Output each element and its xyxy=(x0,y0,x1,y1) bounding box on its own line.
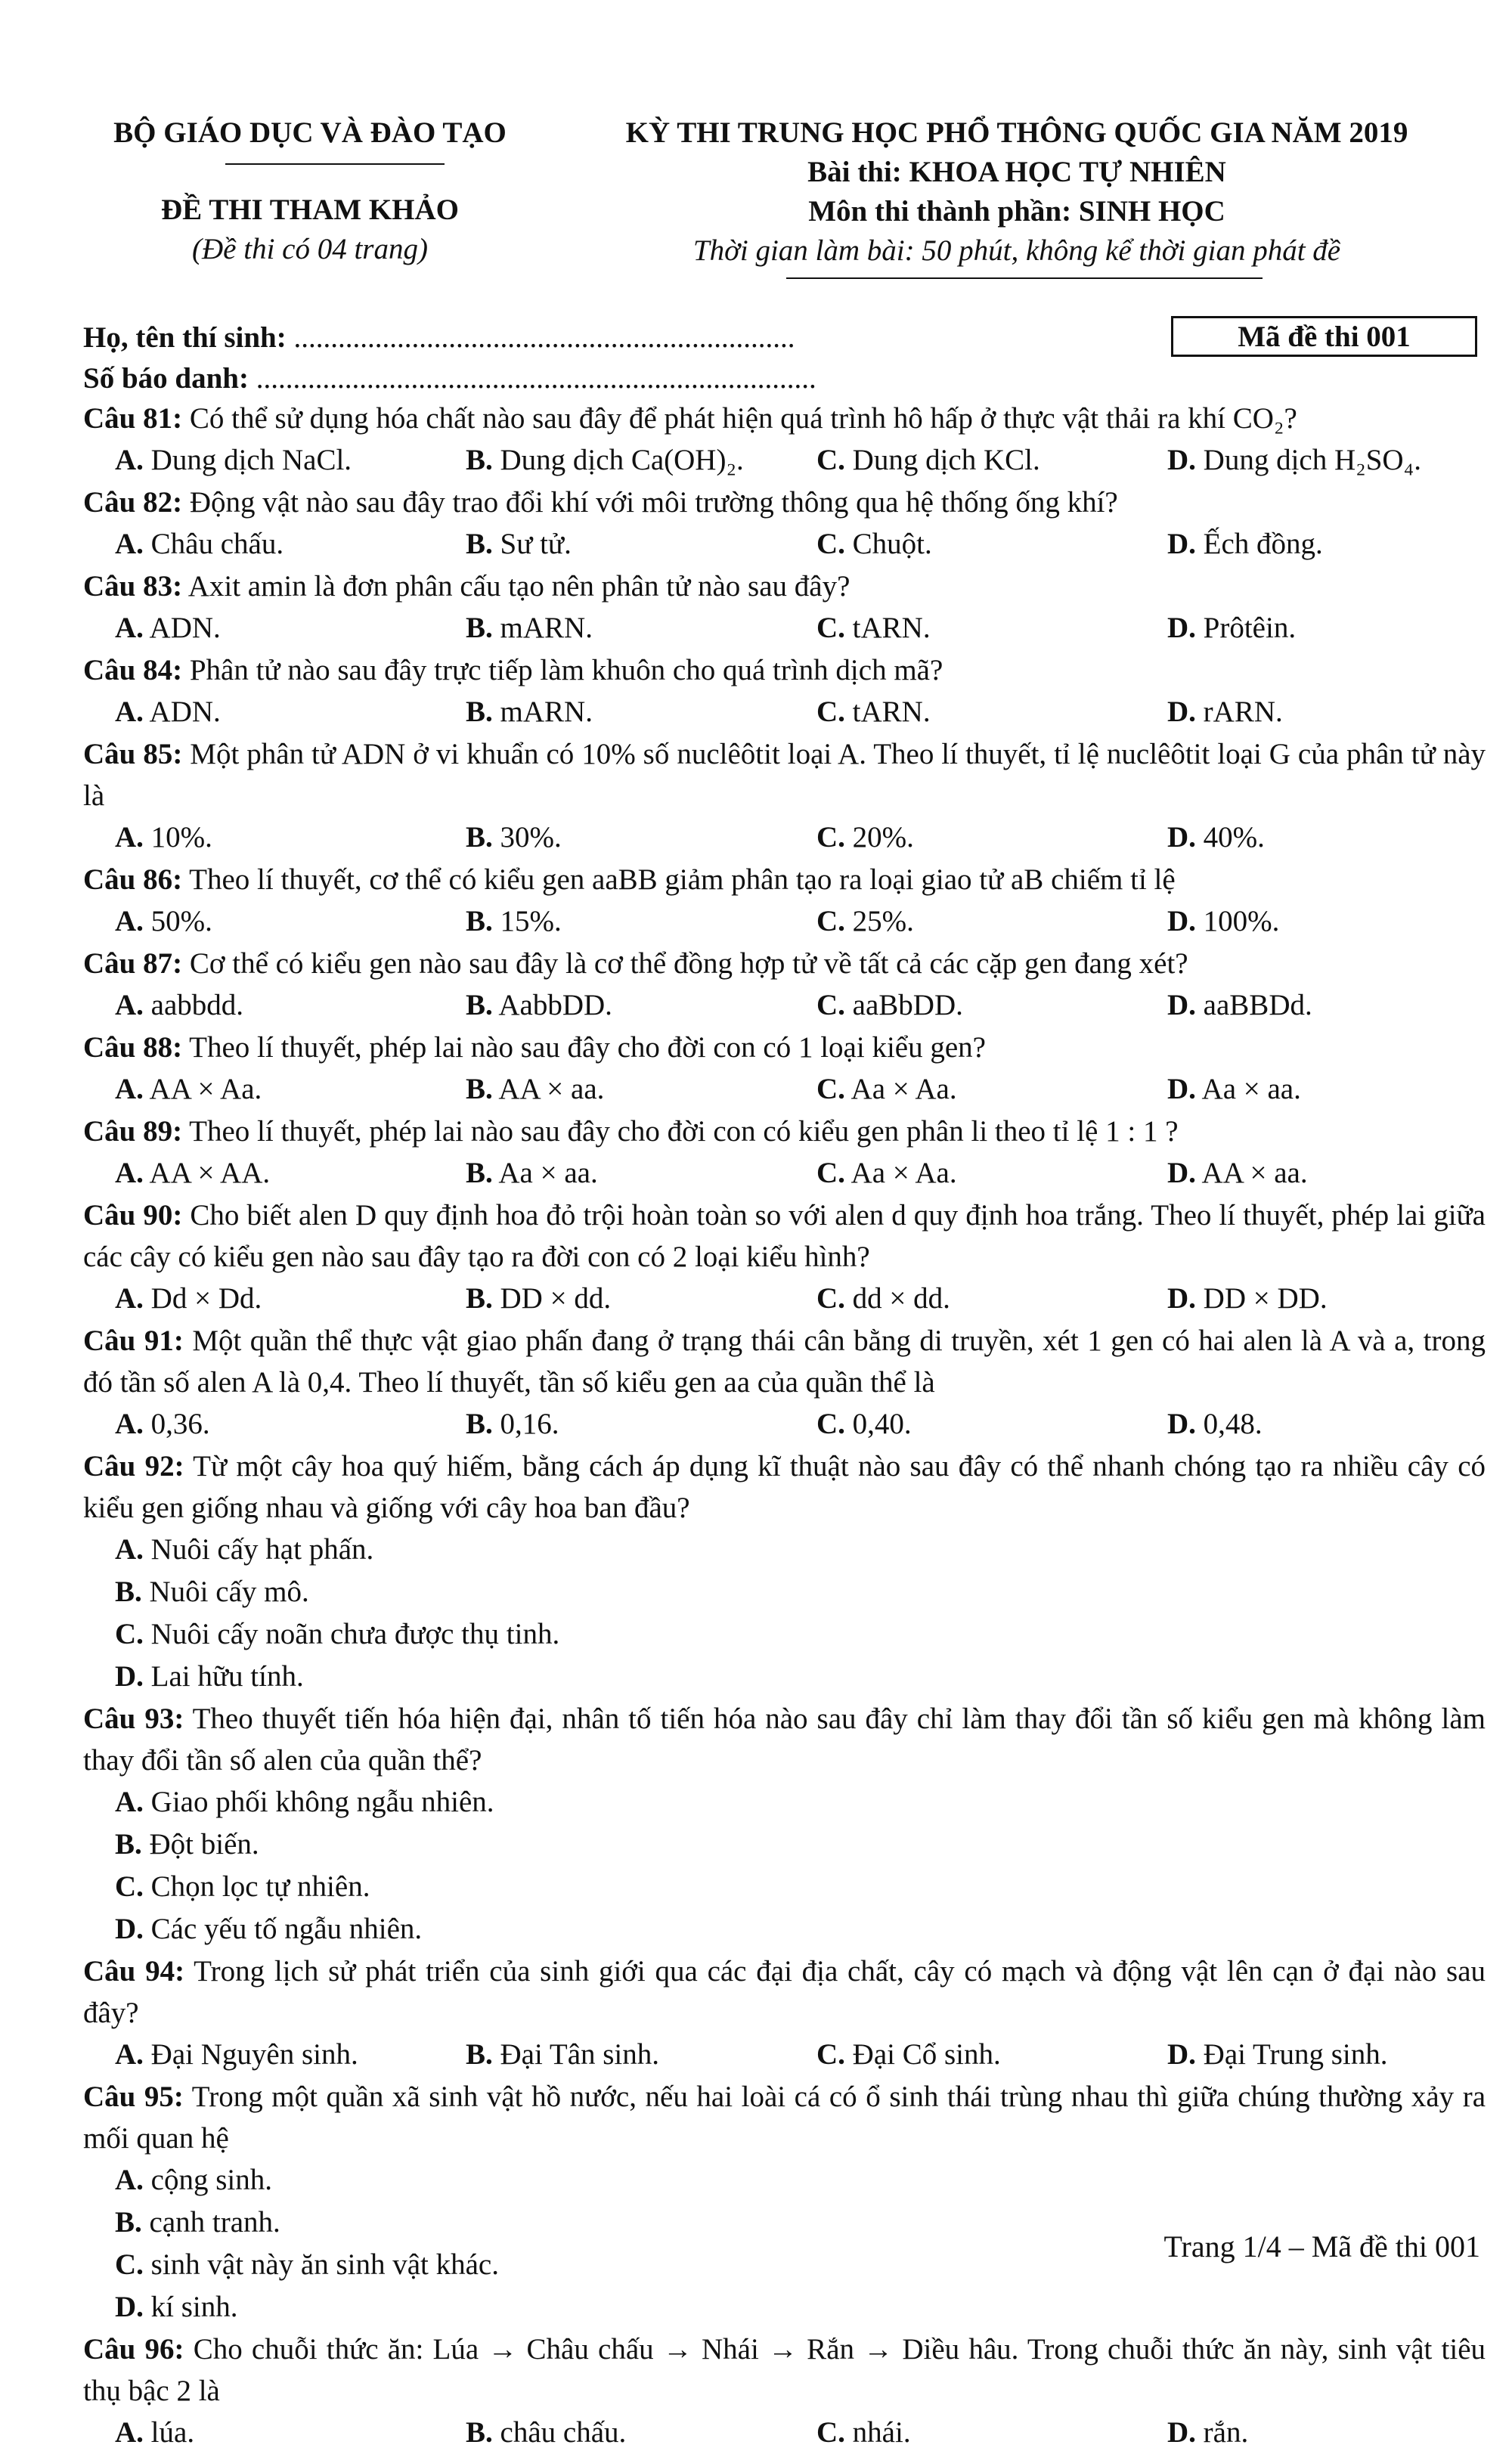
option-text: sinh vật này ăn sinh vật khác. xyxy=(150,2248,499,2281)
question-number: Câu 85: xyxy=(83,738,183,770)
answer-options xyxy=(83,607,1486,649)
question-number: Câu 94: xyxy=(83,1955,185,1988)
question-text: Một quần thể thực vật giao phấn đang ở trạng thái cân bằng di truyền, xét 1 gen có hai alen là A và a, trong đó tần số alen A là 0,4. Theo lí thuyết, tần số kiểu gen aa của quần thể là xyxy=(83,1325,1486,1399)
option-letter: B. xyxy=(466,1157,493,1189)
answer-options xyxy=(83,1068,1486,1111)
option-letter: B. xyxy=(466,2038,493,2071)
option-text: Chọn lọc tự nhiên. xyxy=(150,1870,370,1903)
option-text: lúa. xyxy=(150,2416,195,2449)
question-number: Câu 96: xyxy=(83,2333,184,2366)
option-text: Aa × Aa. xyxy=(850,1073,957,1105)
option-letter: B. xyxy=(115,1828,142,1861)
question-stem xyxy=(83,649,1486,691)
question xyxy=(83,733,1486,859)
option-letter: B. xyxy=(466,989,493,1021)
option-text: 40%. xyxy=(1203,821,1265,854)
option-text: nhái. xyxy=(852,2416,911,2449)
option-text: mARN. xyxy=(500,696,593,728)
option-letter: C. xyxy=(816,612,845,644)
option-text: tARN. xyxy=(852,612,931,644)
question-text: Có thể sử dụng hóa chất nào sau đây để phát hiện quá trình hô hấp ở thực vật thải ra khí CO₂? xyxy=(189,402,1297,435)
question-number: Câu 82: xyxy=(83,486,183,519)
option-letter: C. xyxy=(816,2416,845,2449)
option-text: AabbDD. xyxy=(498,989,612,1021)
question xyxy=(83,1320,1486,1445)
option-letter: B. xyxy=(466,821,493,854)
option-text: 30%. xyxy=(500,821,562,854)
answer-option xyxy=(466,2412,816,2454)
question-number: Câu 86: xyxy=(83,863,183,896)
answer-options xyxy=(83,1278,1486,1320)
answer-option xyxy=(816,607,1167,649)
answer-options xyxy=(83,2034,1486,2076)
answer-option xyxy=(115,1908,816,1950)
answer-option xyxy=(466,816,816,859)
option-text: DD × dd. xyxy=(500,1282,612,1315)
answer-option xyxy=(816,900,1167,943)
option-letter: A. xyxy=(115,821,144,854)
question-stem xyxy=(83,1320,1486,1403)
option-text: Aa × Aa. xyxy=(850,1157,957,1189)
question-number: Câu 95: xyxy=(83,2081,184,2113)
option-letter: C. xyxy=(816,528,845,560)
option-letter: D. xyxy=(115,1660,144,1693)
option-letter: D. xyxy=(115,1913,144,1945)
answer-option xyxy=(816,2034,1167,2076)
option-letter: A. xyxy=(115,1073,144,1105)
option-text: aaBbDD. xyxy=(852,989,963,1021)
duration: Thời gian làm bài: 50 phút, không kể thời gian phát đề xyxy=(692,234,1341,267)
question-stem xyxy=(83,859,1486,900)
id-dots: ............................................................................ xyxy=(256,362,816,395)
option-text: ADN. xyxy=(149,696,221,728)
answer-option xyxy=(816,816,1167,859)
option-text: 0,36. xyxy=(150,1408,210,1440)
option-text: Đại Cổ sinh. xyxy=(852,2038,1001,2071)
option-letter: D. xyxy=(1167,1073,1196,1105)
option-letter: C. xyxy=(115,1870,144,1903)
question-text: Cơ thể có kiểu gen nào sau đây là cơ thể đồng hợp tử về tất cả các cặp gen đang xét? xyxy=(189,947,1188,980)
answer-options xyxy=(83,691,1486,733)
answer-option xyxy=(816,523,1167,565)
answer-option xyxy=(816,1403,1167,1445)
answer-option xyxy=(816,1278,1167,1320)
question xyxy=(83,943,1486,1027)
question-stem xyxy=(83,2076,1486,2159)
answer-option xyxy=(115,1403,466,1445)
answer-option xyxy=(115,1781,816,1823)
page-count-note: (Đề thi có 04 trang) xyxy=(192,233,428,265)
option-letter: B. xyxy=(466,444,493,476)
option-letter: D. xyxy=(1167,528,1196,560)
answer-option xyxy=(466,607,816,649)
option-text: AA × aa. xyxy=(498,1073,605,1105)
answer-option xyxy=(816,1152,1167,1194)
question xyxy=(83,1950,1486,2076)
answer-option xyxy=(115,1068,466,1111)
question-text: Từ một cây hoa quý hiếm, bằng cách áp dụng kĩ thuật nào sau đây có thể nhanh chóng tạo ra nhiều cây có kiểu gen giống nhau và giống với cây hoa ban đầu? xyxy=(83,1450,1486,1524)
option-text: 50%. xyxy=(150,905,212,937)
candidate-info xyxy=(83,318,816,399)
question-stem xyxy=(83,1194,1486,1278)
answer-option xyxy=(1167,900,1279,943)
option-letter: D. xyxy=(1167,2416,1196,2449)
option-letter: A. xyxy=(115,528,144,560)
option-text: châu chấu. xyxy=(500,2416,627,2449)
question-number: Câu 83: xyxy=(83,570,183,603)
option-text: AA × aa. xyxy=(1201,1157,1308,1189)
answer-option xyxy=(466,2034,816,2076)
header-right xyxy=(544,113,1489,271)
question xyxy=(83,398,1486,482)
option-letter: B. xyxy=(466,2416,493,2449)
answer-option xyxy=(816,984,1167,1027)
answer-option xyxy=(115,2286,816,2329)
answer-option xyxy=(115,2034,466,2076)
answer-option xyxy=(115,1866,816,1908)
question-list xyxy=(83,398,1486,2454)
option-text: Nuôi cấy hạt phấn. xyxy=(150,1533,374,1566)
option-letter: D. xyxy=(1167,2038,1196,2071)
option-text: Aa × aa. xyxy=(1201,1073,1301,1105)
answer-option xyxy=(1167,439,1421,482)
option-letter: A. xyxy=(115,696,144,728)
question-stem xyxy=(83,1027,1486,1068)
option-text: Châu chấu. xyxy=(150,528,284,560)
exam-code-box: Mã đề thi 001 xyxy=(1171,316,1477,357)
option-text: dd × dd. xyxy=(852,1282,950,1315)
question xyxy=(83,1194,1486,1320)
option-text: tARN. xyxy=(852,696,931,728)
id-label: Số báo danh: xyxy=(83,362,249,395)
option-letter: D. xyxy=(1167,612,1196,644)
option-letter: D. xyxy=(1167,989,1196,1021)
option-letter: B. xyxy=(466,528,493,560)
option-letter: D. xyxy=(1167,444,1196,476)
answer-options xyxy=(83,1403,1486,1445)
exam-name: KỲ THI TRUNG HỌC PHỔ THÔNG QUỐC GIA NĂM 2019 xyxy=(625,116,1408,149)
answer-option xyxy=(115,816,466,859)
option-text: Sư tử. xyxy=(500,528,572,560)
answer-option xyxy=(115,1152,466,1194)
option-letter: A. xyxy=(115,2416,144,2449)
option-letter: C. xyxy=(816,696,845,728)
option-text: Đại Tân sinh. xyxy=(500,2038,660,2071)
option-text: aaBBDd. xyxy=(1203,989,1312,1021)
question-text: Cho chuỗi thức ăn: Lúa → Châu chấu → Nhái → Rắn → Diều hâu. Trong chuỗi thức ăn này, sinh vật tiêu thụ bậc 2 là xyxy=(83,2333,1486,2407)
option-text: 0,40. xyxy=(852,1408,912,1440)
question-text: Phân tử nào sau đây trực tiếp làm khuôn cho quá trình dịch mã? xyxy=(189,654,943,686)
option-text: Dung dịch H₂SO₄. xyxy=(1203,444,1421,476)
question xyxy=(83,1111,1486,1194)
answer-option xyxy=(1167,2412,1248,2454)
option-text: Chuột. xyxy=(852,528,932,560)
question xyxy=(83,565,1486,649)
option-letter: B. xyxy=(466,696,493,728)
option-letter: A. xyxy=(115,1408,144,1440)
question-text: Theo lí thuyết, phép lai nào sau đây cho đời con có kiểu gen phân li theo tỉ lệ 1 : 1 ? xyxy=(189,1115,1179,1148)
answer-option xyxy=(115,607,466,649)
option-letter: B. xyxy=(115,2206,142,2239)
ministry-name: BỘ GIÁO DỤC VÀ ĐÀO TẠO xyxy=(113,116,507,149)
answer-option xyxy=(1167,1278,1328,1320)
name-label: Họ, tên thí sinh: xyxy=(83,321,287,354)
option-letter: C. xyxy=(816,1073,845,1105)
option-letter: C. xyxy=(816,1157,845,1189)
option-letter: D. xyxy=(1167,1157,1196,1189)
answer-option xyxy=(1167,1403,1263,1445)
option-letter: B. xyxy=(466,1282,493,1315)
answer-options xyxy=(83,984,1486,1027)
question-text: Trong lịch sử phát triển của sinh giới qua các đại địa chất, cây có mạch và động vật lên cạn ở đại nào sau đây? xyxy=(83,1955,1486,2029)
option-letter: C. xyxy=(816,989,845,1021)
option-text: Dd × Dd. xyxy=(150,1282,262,1315)
option-letter: C. xyxy=(816,821,845,854)
answer-option xyxy=(466,523,816,565)
answer-options xyxy=(83,1529,1486,1698)
option-letter: C. xyxy=(816,1408,845,1440)
subject: Môn thi thành phần: SINH HỌC xyxy=(808,195,1225,228)
option-letter: A. xyxy=(115,2164,144,2196)
question-stem xyxy=(83,943,1486,984)
option-text: rARN. xyxy=(1203,696,1283,728)
answer-option xyxy=(115,2201,816,2244)
question-stem xyxy=(83,398,1486,439)
option-letter: B. xyxy=(466,1408,493,1440)
answer-options xyxy=(83,2412,1486,2454)
answer-options xyxy=(83,523,1486,565)
option-text: 25%. xyxy=(852,905,914,937)
question-stem xyxy=(83,482,1486,523)
option-text: Aa × aa. xyxy=(498,1157,598,1189)
question-text: Axit amin là đơn phân cấu tạo nên phân tử nào sau đây? xyxy=(187,570,850,603)
question xyxy=(83,1027,1486,1111)
answer-option xyxy=(816,439,1167,482)
answer-option xyxy=(466,984,816,1027)
question xyxy=(83,859,1486,943)
option-letter: A. xyxy=(115,1533,144,1566)
option-letter: D. xyxy=(1167,696,1196,728)
option-text: 100%. xyxy=(1203,905,1280,937)
question-text: Động vật nào sau đây trao đổi khí với môi trường thông qua hệ thống ống khí? xyxy=(189,486,1118,519)
option-text: 15%. xyxy=(500,905,562,937)
option-text: Đột biến. xyxy=(149,1828,259,1861)
option-text: mARN. xyxy=(500,612,593,644)
option-letter: A. xyxy=(115,444,144,476)
answer-option xyxy=(115,900,466,943)
answer-option xyxy=(816,691,1167,733)
question-stem xyxy=(83,733,1486,816)
question xyxy=(83,482,1486,565)
answer-option xyxy=(1167,1152,1308,1194)
question-stem xyxy=(83,1445,1486,1529)
option-letter: D. xyxy=(1167,1408,1196,1440)
option-letter: C. xyxy=(115,2248,144,2281)
option-letter: D. xyxy=(115,2291,144,2323)
option-text: 10%. xyxy=(150,821,212,854)
answer-option xyxy=(115,1823,816,1866)
option-text: Ếch đồng. xyxy=(1203,528,1323,560)
question-number: Câu 88: xyxy=(83,1031,183,1064)
answer-option xyxy=(816,1068,1167,1111)
question-stem xyxy=(83,1950,1486,2034)
option-text: Lai hữu tính. xyxy=(150,1660,304,1693)
question-number: Câu 81: xyxy=(83,402,183,435)
exam-type: ĐỀ THI THAM KHẢO xyxy=(160,194,460,226)
option-text: 0,48. xyxy=(1203,1408,1263,1440)
option-text: Đại Nguyên sinh. xyxy=(150,2038,358,2071)
question-number: Câu 93: xyxy=(83,1703,184,1735)
answer-option xyxy=(466,1068,816,1111)
answer-options xyxy=(83,1152,1486,1194)
answer-option xyxy=(115,2159,816,2201)
answer-options xyxy=(83,900,1486,943)
option-text: Dung dịch Ca(OH)₂. xyxy=(500,444,744,476)
option-letter: C. xyxy=(816,2038,845,2071)
page-footer: Trang 1/4 – Mã đề thi 001 xyxy=(1163,2229,1480,2263)
option-letter: C. xyxy=(816,905,845,937)
option-letter: D. xyxy=(1167,1282,1196,1315)
option-text: Dung dịch KCl. xyxy=(852,444,1040,476)
option-text: DD × DD. xyxy=(1203,1282,1328,1315)
option-letter: D. xyxy=(1167,905,1196,937)
question-number: Câu 84: xyxy=(83,654,183,686)
option-text: ADN. xyxy=(149,612,221,644)
question-number: Câu 92: xyxy=(83,1450,184,1483)
answer-options xyxy=(83,816,1486,859)
answer-option xyxy=(115,2412,466,2454)
question-text: Một phân tử ADN ở vi khuẩn có 10% số nuclêôtit loại A. Theo lí thuyết, tỉ lệ nuclêôtit loại G của phân tử này là xyxy=(83,738,1486,812)
answer-option xyxy=(1167,523,1323,565)
answer-option xyxy=(115,2244,816,2286)
option-text: Giao phối không ngẫu nhiên. xyxy=(150,1786,494,1818)
answer-option xyxy=(115,523,466,565)
option-letter: B. xyxy=(466,612,493,644)
answer-option xyxy=(466,691,816,733)
answer-option xyxy=(115,439,466,482)
answer-option xyxy=(1167,691,1283,733)
header-rule-left xyxy=(225,163,445,165)
question-number: Câu 87: xyxy=(83,947,183,980)
option-text: Dung dịch NaCl. xyxy=(150,444,352,476)
answer-option xyxy=(1167,984,1312,1027)
option-letter: A. xyxy=(115,612,144,644)
question xyxy=(83,649,1486,733)
option-text: AA × Aa. xyxy=(149,1073,262,1105)
question-text: Theo lí thuyết, phép lai nào sau đây cho đời con có 1 loại kiểu gen? xyxy=(189,1031,986,1064)
option-text: Nuôi cấy noãn chưa được thụ tinh. xyxy=(150,1618,560,1650)
question-number: Câu 89: xyxy=(83,1115,183,1148)
answer-option xyxy=(466,1278,816,1320)
option-letter: B. xyxy=(115,1576,142,1608)
question xyxy=(83,2329,1486,2454)
question xyxy=(83,1698,1486,1950)
option-letter: D. xyxy=(1167,821,1196,854)
question-stem xyxy=(83,1698,1486,1781)
question-stem xyxy=(83,2329,1486,2412)
subject-group: Bài thi: KHOA HỌC TỰ NHIÊN xyxy=(807,156,1226,188)
answer-options xyxy=(83,439,1486,482)
answer-option xyxy=(1167,2034,1387,2076)
option-letter: A. xyxy=(115,1786,144,1818)
answer-option xyxy=(466,900,816,943)
answer-options xyxy=(83,1781,1486,1950)
answer-option xyxy=(115,1656,816,1698)
answer-option xyxy=(466,1403,816,1445)
answer-option xyxy=(115,691,466,733)
option-text: 20%. xyxy=(852,821,914,854)
option-letter: C. xyxy=(816,1282,845,1315)
option-letter: A. xyxy=(115,989,144,1021)
option-text: kí sinh. xyxy=(150,2291,238,2323)
question-text: Cho biết alen D quy định hoa đỏ trội hoàn toàn so với alen d quy định hoa trắng. Theo lí thuyết, phép lai giữa các cây có kiểu gen nào sau đây tạo ra đời con có 2 loại kiểu hình? xyxy=(83,1199,1486,1273)
option-letter: A. xyxy=(115,2038,144,2071)
question-text: Trong một quần xã sinh vật hồ nước, nếu hai loài cá có ổ sinh thái trùng nhau thì giữa chúng thường xảy ra mối quan hệ xyxy=(83,2081,1486,2155)
header-rule-right xyxy=(786,277,1263,279)
answer-option xyxy=(115,1571,816,1613)
option-text: aabbdd. xyxy=(150,989,244,1021)
question-text: Theo lí thuyết, cơ thể có kiểu gen aaBB giảm phân tạo ra loại giao tử aB chiếm tỉ lệ xyxy=(189,863,1176,896)
question xyxy=(83,1445,1486,1698)
option-letter: B. xyxy=(466,1073,493,1105)
answer-option xyxy=(115,1613,816,1656)
answer-option xyxy=(1167,607,1296,649)
question-number: Câu 91: xyxy=(83,1325,184,1357)
question-number: Câu 90: xyxy=(83,1199,183,1232)
answer-option xyxy=(115,1529,816,1571)
name-dots: .................................................................... xyxy=(293,321,795,354)
option-text: Đại Trung sinh. xyxy=(1203,2038,1388,2071)
option-letter: A. xyxy=(115,905,144,937)
option-letter: A. xyxy=(115,1282,144,1315)
option-letter: C. xyxy=(816,444,845,476)
header-left xyxy=(68,113,552,269)
answer-option xyxy=(466,1152,816,1194)
answer-option xyxy=(115,984,466,1027)
option-text: cạnh tranh. xyxy=(149,2206,280,2239)
answer-option xyxy=(1167,1068,1301,1111)
option-letter: C. xyxy=(115,1618,144,1650)
answer-option xyxy=(1167,816,1265,859)
question-stem xyxy=(83,1111,1486,1152)
answer-option xyxy=(816,2412,1167,2454)
answer-option xyxy=(466,439,816,482)
option-text: Nuôi cấy mô. xyxy=(149,1576,309,1608)
question-text: Theo thuyết tiến hóa hiện đại, nhân tố tiến hóa nào sau đây chỉ làm thay đổi tần số kiểu gen mà không làm thay đổi tần số alen của quần thể? xyxy=(83,1703,1486,1777)
option-text: 0,16. xyxy=(500,1408,559,1440)
option-letter: B. xyxy=(466,905,493,937)
option-text: cộng sinh. xyxy=(150,2164,272,2196)
option-text: AA × AA. xyxy=(149,1157,271,1189)
option-text: Các yếu tố ngẫu nhiên. xyxy=(150,1913,423,1945)
answer-option xyxy=(115,1278,466,1320)
question-stem xyxy=(83,565,1486,607)
option-text: rắn. xyxy=(1203,2416,1249,2449)
option-text: Prôtêin. xyxy=(1203,612,1297,644)
option-letter: A. xyxy=(115,1157,144,1189)
